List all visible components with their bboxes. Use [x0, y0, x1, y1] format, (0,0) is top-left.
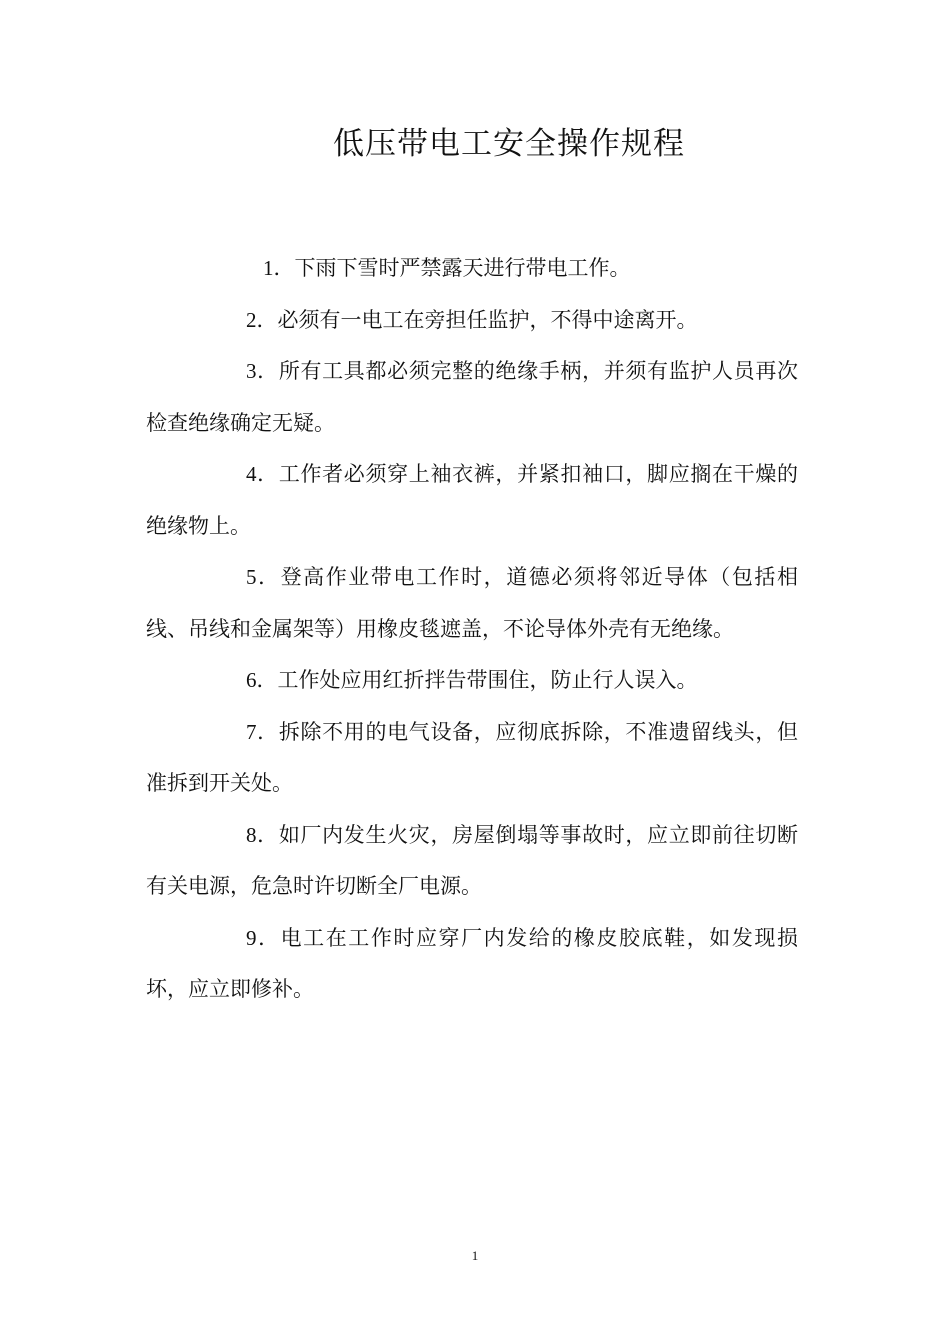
- rule-text: 所有工具都必须完整的绝缘手柄，并须有监护人员再次检查绝缘确定无疑。: [146, 359, 799, 435]
- rule-item-8: [146, 810, 798, 913]
- rule-number: 8: [246, 822, 257, 847]
- rule-number: 2: [246, 307, 257, 332]
- rule-item-9: [146, 913, 798, 1016]
- rule-number: 7: [246, 719, 257, 744]
- rule-item-1: [146, 243, 798, 295]
- rule-item-7: [146, 707, 798, 810]
- rule-separator: ．: [256, 307, 278, 332]
- rule-number: 5: [246, 565, 257, 589]
- rule-separator: ．: [256, 359, 279, 383]
- rule-separator: ．: [256, 565, 281, 589]
- rule-number: 1: [263, 256, 274, 280]
- rule-number: 3: [246, 359, 257, 383]
- rule-separator: ．: [256, 668, 278, 692]
- page-number: 1: [471, 1248, 479, 1263]
- page-title: 低压带电工安全操作规程: [333, 126, 685, 162]
- rule-number: 9: [246, 925, 257, 950]
- rule-text: 工作者必须穿上袖衣裤，并紧扣袖口，脚应搁在干燥的绝缘物上。: [146, 462, 799, 538]
- rule-separator: ．: [256, 719, 279, 744]
- rule-item-5: [146, 552, 798, 655]
- rule-number: 6: [246, 668, 257, 692]
- rule-text: 如厂内发生火灾，房屋倒塌等事故时，应立即前往切断有关电源，危急时许切断全厂电源。: [146, 822, 799, 898]
- rule-text: 工作处应用红折拌告带围住，防止行人误入。: [277, 668, 698, 692]
- rule-text: 登高作业带电工作时，道德必须将邻近导体（包括相线、吊线和金属架等）用橡皮毯遮盖，不论导体外壳有无绝缘。: [146, 565, 798, 641]
- rule-separator: ．: [273, 256, 295, 280]
- rule-text: 下雨下雪时严禁露天进行带电工作。: [294, 256, 631, 280]
- rule-item-2: [146, 295, 798, 347]
- rule-item-6: [146, 655, 798, 707]
- rule-number: 4: [246, 462, 257, 486]
- rule-item-4: [146, 449, 798, 552]
- rule-text: 拆除不用的电气设备，应彻底拆除，不准遗留线头，但准拆到开关处。: [146, 719, 799, 795]
- rule-separator: ．: [256, 822, 279, 847]
- rule-item-3: [146, 346, 798, 449]
- rule-text: 电工在工作时应穿厂内发给的橡皮胶底鞋，如发现损坏，应立即修补。: [146, 925, 798, 1001]
- rules-list: [146, 243, 798, 1016]
- rule-separator: ．: [256, 462, 279, 486]
- rule-text: 必须有一电工在旁担任监护，不得中途离开。: [277, 307, 698, 332]
- rule-separator: ．: [256, 925, 281, 950]
